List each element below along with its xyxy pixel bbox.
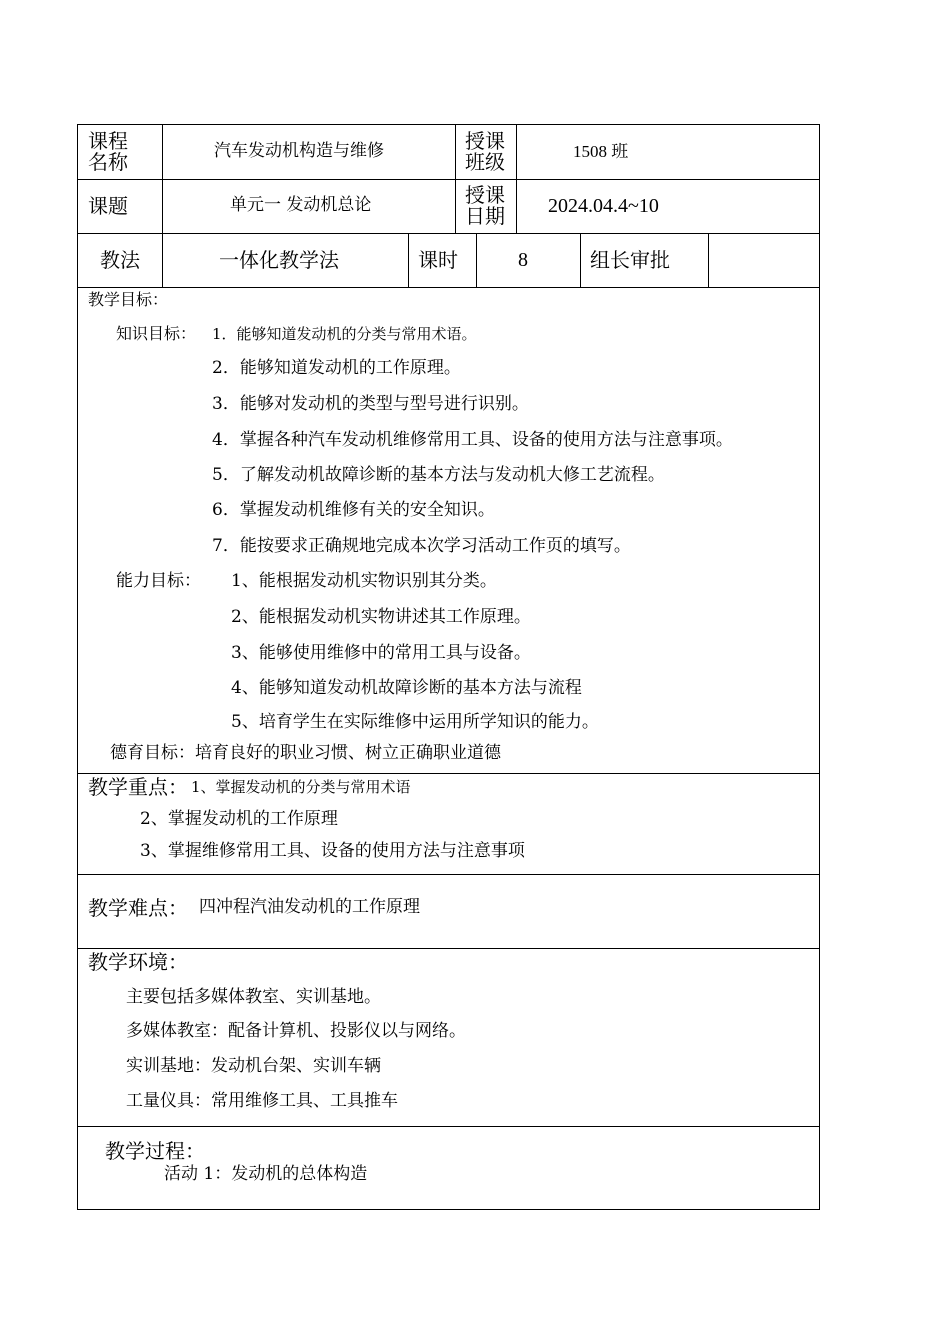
knowledge-item: 1．能够知道发动机的分类与常用术语。 xyxy=(212,325,477,343)
knowledge-item: 6．掌握发动机维修有关的安全知识。 xyxy=(212,500,495,520)
column-divider xyxy=(708,233,709,287)
row-divider xyxy=(77,287,820,288)
column-divider xyxy=(516,124,517,233)
process-label: 教学过程： xyxy=(105,1139,205,1163)
objectives-title: 教学目标： xyxy=(88,290,169,309)
date-value: 2024.04.4~10 xyxy=(548,195,659,217)
ability-item: 3、能够使用维修中的常用工具与设备。 xyxy=(231,643,531,663)
environment-line: 工量仪具：常用维修工具、工具推车 xyxy=(126,1091,398,1111)
row-divider xyxy=(77,874,820,875)
knowledge-item: 7．能按要求正确规地完成本次学习活动工作页的填写。 xyxy=(212,536,631,556)
row-divider xyxy=(77,773,820,774)
approval-label: 组长审批 xyxy=(590,248,670,272)
date-label: 授课 日期 xyxy=(465,183,505,228)
hours-value: 8 xyxy=(518,249,528,271)
ability-item: 1、能根据发动机实物识别其分类。 xyxy=(231,571,497,591)
course-name-value: 汽车发动机构造与维修 xyxy=(214,141,384,161)
row-divider xyxy=(77,179,820,180)
environment-label: 教学环境： xyxy=(88,950,188,974)
topic-label: 课题 xyxy=(88,194,128,218)
process-activity: 活动 1：发动机的总体构造 xyxy=(164,1164,368,1184)
difficulty-label: 教学难点： xyxy=(88,896,188,920)
moral-objective: 德育目标：培育良好的职业习惯、树立正确职业道德 xyxy=(110,743,501,763)
method-label: 教法 xyxy=(100,248,140,272)
key-point-item: 3、掌握维修常用工具、设备的使用方法与注意事项 xyxy=(140,841,525,861)
environment-line: 实训基地：发动机台架、实训车辆 xyxy=(126,1056,381,1076)
column-divider xyxy=(580,233,581,287)
class-label: 授课 班级 xyxy=(465,129,505,174)
knowledge-label: 知识目标： xyxy=(116,324,197,343)
ability-item: 4、能够知道发动机故障诊断的基本方法与流程 xyxy=(231,678,582,698)
key-point-item: 2、掌握发动机的工作原理 xyxy=(140,809,338,829)
topic-value: 单元一 发动机总论 xyxy=(230,195,372,215)
class-value: 1508 班 xyxy=(573,142,629,161)
knowledge-item: 2．能够知道发动机的工作原理。 xyxy=(212,358,461,378)
key-points-label: 教学重点： xyxy=(88,775,188,799)
row-divider xyxy=(77,1126,820,1127)
knowledge-item: 3．能够对发动机的类型与型号进行识别。 xyxy=(212,394,529,414)
ability-item: 2、能根据发动机实物讲述其工作原理。 xyxy=(231,607,531,627)
ability-item: 5、培育学生在实际维修中运用所学知识的能力。 xyxy=(231,712,599,732)
difficulty-value: 四冲程汽油发动机的工作原理 xyxy=(199,897,420,917)
row-divider xyxy=(77,948,820,949)
method-value: 一体化教学法 xyxy=(219,248,339,272)
column-divider xyxy=(408,233,409,287)
environment-line: 多媒体教室：配备计算机、投影仪以与网络。 xyxy=(126,1021,466,1041)
knowledge-item: 4．掌握各种汽车发动机维修常用工具、设备的使用方法与注意事项。 xyxy=(212,430,733,450)
course-name-label: 课程 名称 xyxy=(88,129,128,174)
column-divider xyxy=(455,124,456,233)
key-point-item: 1、掌握发动机的分类与常用术语 xyxy=(191,778,411,796)
column-divider xyxy=(162,124,163,287)
ability-label: 能力目标： xyxy=(116,571,201,591)
knowledge-item: 5．了解发动机故障诊断的基本方法与发动机大修工艺流程。 xyxy=(212,465,665,485)
hours-label: 课时 xyxy=(418,248,458,272)
column-divider xyxy=(476,233,477,287)
environment-line: 主要包括多媒体教室、实训基地。 xyxy=(126,987,381,1007)
